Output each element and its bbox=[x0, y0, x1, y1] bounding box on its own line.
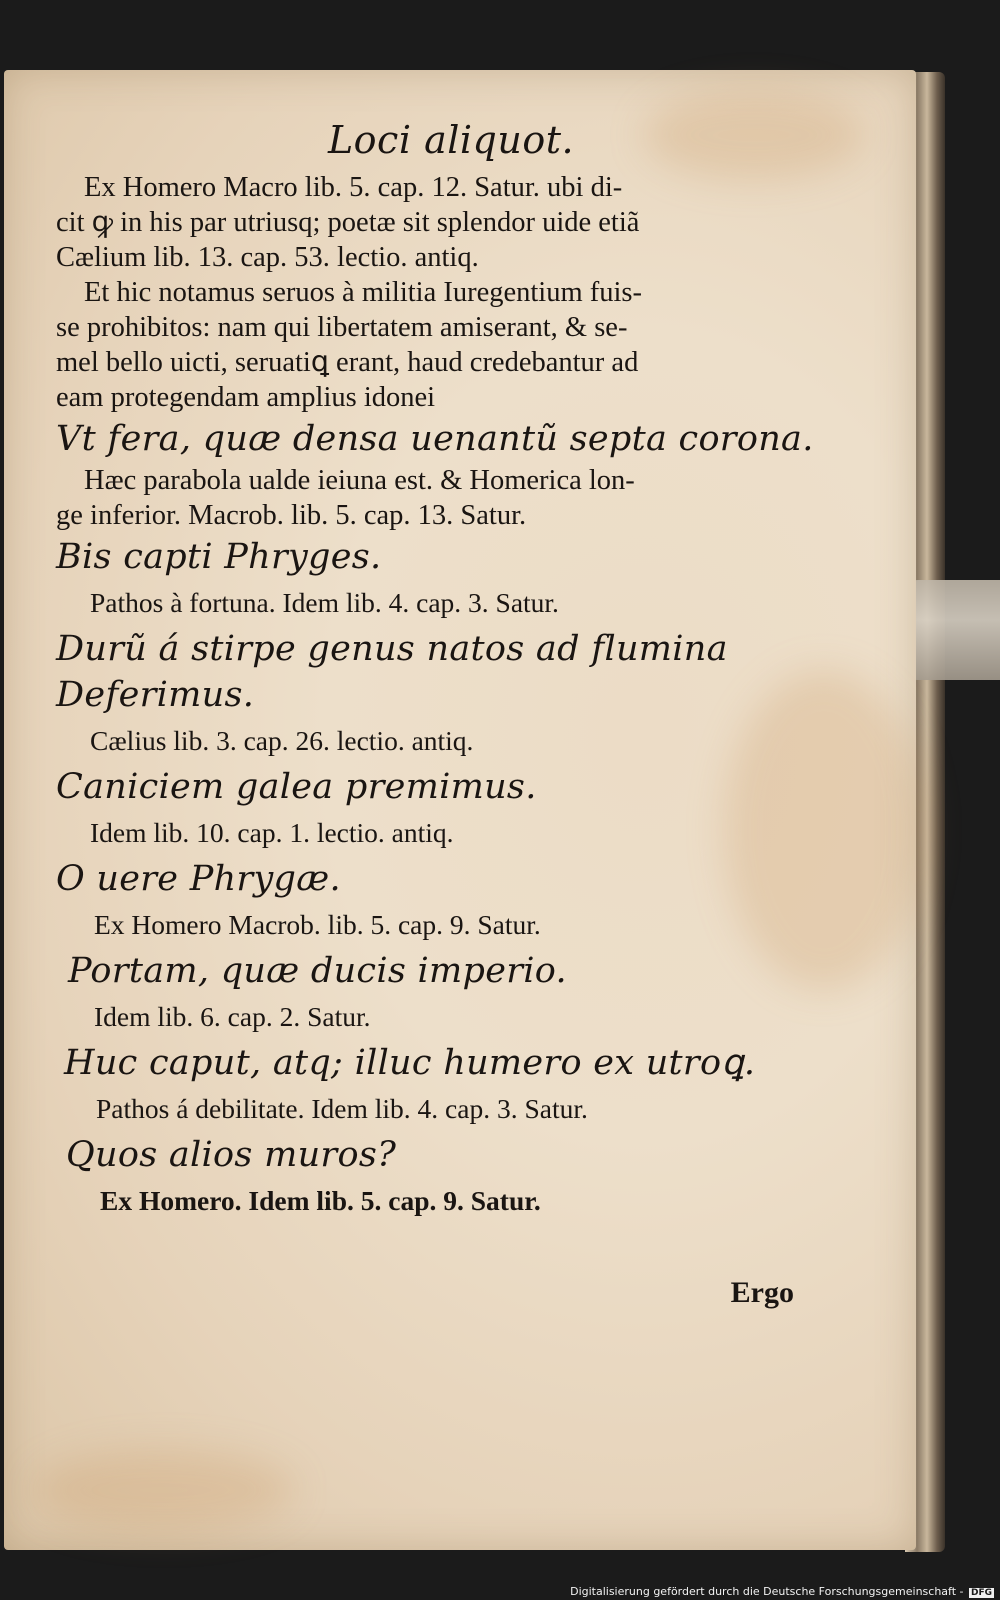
text-line: Hæc parabola ualde ieiuna est. & Homerica lon- bbox=[84, 465, 635, 496]
credit-text: Digitalisierung gefördert durch die Deutsche Forschungsgemeinschaft - bbox=[570, 1585, 964, 1598]
verse-quotation: Portam, quæ ducis imperio. bbox=[68, 951, 567, 991]
paragraph-3 bbox=[56, 463, 816, 533]
citation-line: Pathos á debilitate. Idem lib. 4. cap. 3. Satur. bbox=[96, 1093, 588, 1124]
verse-quotation: Durũ á stirpe genus natos ad flumina bbox=[56, 629, 728, 669]
catchword: Ergo bbox=[730, 1276, 794, 1309]
verse-quotation: Deferimus. bbox=[56, 675, 255, 715]
verse-quotation: Quos alios muros? bbox=[66, 1135, 397, 1175]
text-line: Et hic notamus seruos à militia Iuregentium fuis- bbox=[84, 277, 643, 308]
verse-quotation: Vt fera, quæ densa uenantũ septa corona. bbox=[56, 419, 814, 459]
citation-line: Cælius lib. 3. cap. 26. lectio. antiq. bbox=[90, 725, 474, 756]
paper-stain bbox=[34, 1450, 294, 1530]
dfg-logo: DFG bbox=[970, 1588, 992, 1598]
verse-quotation: Bis capti Phryges. bbox=[56, 537, 382, 577]
text-line: ge inferior. Macrob. lib. 5. cap. 13. Satur. bbox=[56, 500, 527, 531]
verse-quotation: Caniciem galea premimus. bbox=[56, 767, 537, 807]
digitization-credit bbox=[570, 1585, 994, 1598]
citation-line: Pathos à fortuna. Idem lib. 4. cap. 3. Satur. bbox=[90, 587, 559, 618]
verse-quotation: Huc caput, atq; illuc humero ex utroꝗ. bbox=[64, 1043, 756, 1083]
text-line: Cælium lib. 13. cap. 53. lectio. antiq. bbox=[56, 242, 479, 273]
citation-line: Ex Homero Macrob. lib. 5. cap. 9. Satur. bbox=[94, 909, 541, 940]
paragraph-2 bbox=[56, 275, 816, 415]
citation-line: Idem lib. 10. cap. 1. lectio. antiq. bbox=[90, 817, 454, 848]
running-header: Loci aliquot. bbox=[327, 118, 575, 162]
citation-line: Ex Homero. Idem lib. 5. cap. 9. Satur. bbox=[100, 1185, 541, 1216]
text-line: eam protegendam amplius idonei bbox=[56, 382, 436, 413]
text-line: cit ꝙ in his par utriusq; poetæ sit splendor uide etiã bbox=[56, 207, 640, 238]
citation-line: Idem lib. 6. cap. 2. Satur. bbox=[94, 1001, 371, 1032]
page-text bbox=[56, 118, 816, 1223]
paragraph-1 bbox=[56, 170, 816, 275]
text-line: mel bello uicti, seruatiꝗ erant, haud credebantur ad bbox=[56, 347, 639, 378]
text-line: se prohibitos: nam qui libertatem amiserant, & se- bbox=[56, 312, 628, 343]
verse-quotation: O uere Phrygæ. bbox=[56, 859, 341, 899]
text-line: Ex Homero Macro lib. 5. cap. 12. Satur. ubi di- bbox=[84, 172, 623, 203]
